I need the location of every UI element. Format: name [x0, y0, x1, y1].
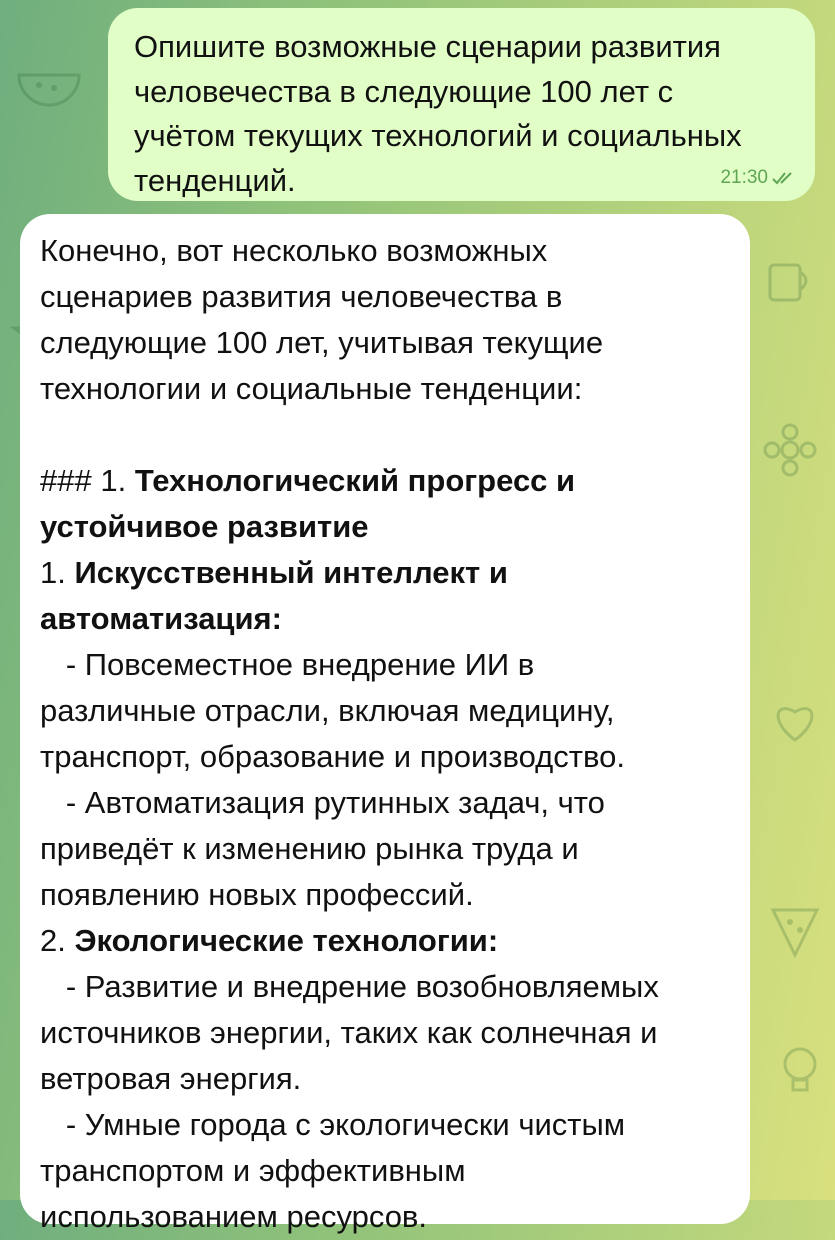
pizza-doodle-icon: [765, 900, 825, 960]
bullet-line: источников энергии, таких как солнечная и: [40, 1015, 658, 1050]
bullet-line: транспорт, образование и производство.: [40, 739, 625, 774]
message-time: 21:30: [720, 167, 768, 188]
bulb-doodle-icon: [770, 1040, 830, 1100]
heading-title: Технологический прогресс и: [134, 463, 576, 498]
watermelon-doodle-icon: [14, 40, 84, 110]
double-check-icon: [771, 170, 799, 186]
outgoing-message-bubble[interactable]: [108, 8, 815, 201]
list-title: Экологические технологии:: [74, 923, 499, 958]
list-number: 2.: [40, 923, 75, 958]
bullet-line: - Автоматизация рутинных задач, что: [40, 785, 605, 820]
bullet-line: использованием ресурсов.: [40, 1199, 428, 1234]
list-number: 1.: [40, 555, 75, 590]
outgoing-line: Опишите возможные сценарии развития: [134, 29, 721, 64]
bullet-line: - Развитие и внедрение возобновляемых: [40, 969, 659, 1004]
outgoing-message-text: [134, 25, 785, 203]
outgoing-line: тенденций.: [134, 162, 296, 198]
cup-doodle-icon: [760, 250, 820, 310]
bullet-line: - Умные города с экологически чистым: [40, 1107, 626, 1142]
heading-prefix: ### 1.: [40, 463, 135, 498]
bullet-line: появлению новых профессий.: [40, 877, 474, 912]
outgoing-line: учётом текущих технологий и социальных: [134, 118, 742, 153]
bullet-line: различные отрасли, включая медицину,: [40, 693, 615, 728]
section-heading: [40, 458, 726, 504]
incoming-message-bubble[interactable]: [20, 214, 750, 1234]
blank-line: [40, 412, 726, 458]
intro-line: сценариев развития человечества в: [40, 279, 563, 314]
intro-line: следующие 100 лет, учитывая текущие: [40, 325, 604, 360]
bullet-line: ветровая энергия.: [40, 1061, 302, 1096]
heart-doodle-icon: [765, 690, 825, 750]
bullet-line: приведёт к изменению рынка труда и: [40, 831, 579, 866]
message-meta: [720, 167, 799, 189]
list-item-1-title: [40, 550, 726, 596]
intro-line: Конечно, вот несколько возможных: [40, 233, 548, 268]
list-title-cont: автоматизация:: [40, 601, 282, 636]
intro-line: технологии и социальные тенденции:: [40, 371, 583, 406]
flower-doodle-icon: [760, 420, 820, 480]
list-title: Искусственный интеллект и: [74, 555, 508, 590]
list-item-2-title: [40, 918, 726, 964]
heading-title-cont: устойчивое развитие: [40, 509, 369, 544]
bullet-line: - Повсеместное внедрение ИИ в: [40, 647, 535, 682]
outgoing-line: человечества в следующие 100 лет с: [134, 73, 674, 109]
bullet-line: транспортом и эффективным: [40, 1153, 466, 1188]
